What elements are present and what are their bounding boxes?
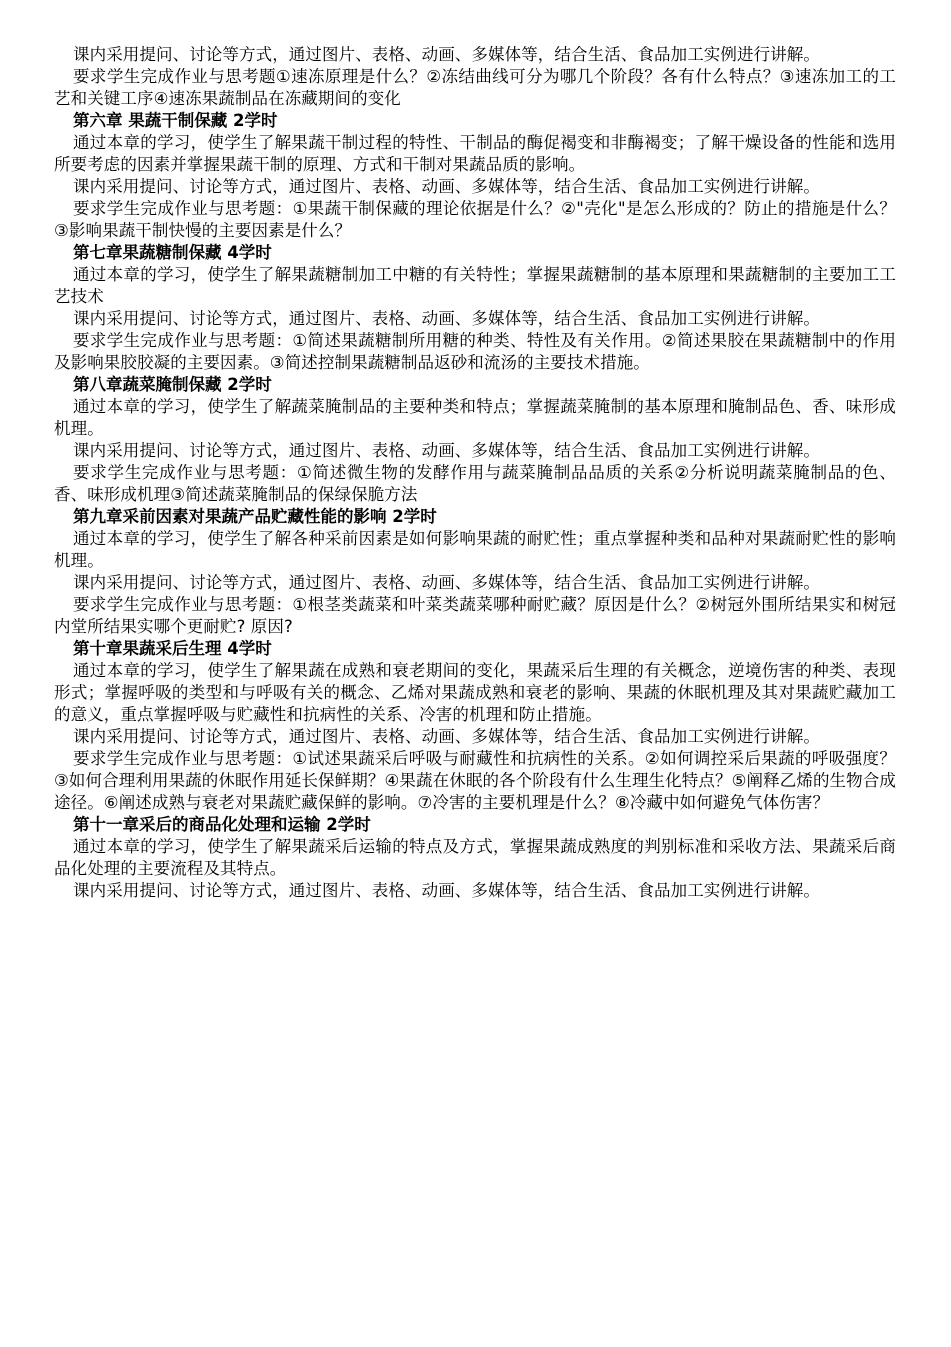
chapter-heading: 第七章果蔬糖制保藏 4学时 <box>73 243 272 262</box>
paragraph: 通过本章的学习，使学生了解果蔬干制过程的特性、干制品的酶促褐变和非酶褐变；了解干燥设备的性能和选用所要考虑的因素并掌握果蔬干制的原理、方式和干制对果蔬品质的影响。 <box>54 133 896 174</box>
paragraph: 要求学生完成作业与思考题：①简述微生物的发酵作用与蔬菜腌制品品质的关系②分析说明蔬菜腌制品的色、香、味形成机理③简述蔬菜腌制品的保绿保脆方法 <box>54 463 896 504</box>
paragraph: 课内采用提问、讨论等方式，通过图片、表格、动画、多媒体等，结合生活、食品加工实例进行讲解。 <box>73 881 820 900</box>
document-page <box>54 44 896 902</box>
chapter-heading: 第六章 果蔬干制保藏 2学时 <box>73 111 278 130</box>
chapter-heading: 第八章蔬菜腌制保藏 2学时 <box>73 375 272 394</box>
paragraph: 要求学生完成作业与思考题①速冻原理是什么？②冻结曲线可分为哪几个阶段？各有什么特点？③速冻加工的工艺和关键工序④速冻果蔬制品在冻藏期间的变化 <box>54 67 896 108</box>
paragraph: 通过本章的学习，使学生了解果蔬糖制加工中糖的有关特性；掌握果蔬糖制的基本原理和果蔬糖制的主要加工工艺技术 <box>54 265 896 306</box>
paragraph: 通过本章的学习，使学生了解果蔬采后运输的特点及方式，掌握果蔬成熟度的判别标准和采收方法、果蔬采后商品化处理的主要流程及其特点。 <box>54 837 896 878</box>
chapter-heading: 第九章采前因素对果蔬产品贮藏性能的影响 2学时 <box>73 507 437 526</box>
paragraph: 课内采用提问、讨论等方式，通过图片、表格、动画、多媒体等，结合生活、食品加工实例进行讲解。 <box>73 727 820 746</box>
chapter-heading: 第十章果蔬采后生理 4学时 <box>73 639 272 658</box>
paragraph: 课内采用提问、讨论等方式，通过图片、表格、动画、多媒体等，结合生活、食品加工实例进行讲解。 <box>73 441 820 460</box>
paragraph: 要求学生完成作业与思考题：①试述果蔬采后呼吸与耐藏性和抗病性的关系。②如何调控采后果蔬的呼吸强度？③如何合理利用果蔬的休眠作用延长保鲜期？④果蔬在休眠的各个阶段有什么生理生化特点？⑤阐释乙烯的生物合成途径。⑥阐述成熟与衰老对果蔬贮藏保鲜的影响。⑦冷害的主要机理是什么？⑧冷藏中如何避免气体伤害？ <box>54 749 896 812</box>
paragraph: 通过本章的学习，使学生了解各种采前因素是如何影响果蔬的耐贮性；重点掌握种类和品种对果蔬耐贮性的影响机理。 <box>54 529 896 570</box>
paragraph: 要求学生完成作业与思考题：①根茎类蔬菜和叶菜类蔬菜哪种耐贮藏？原因是什么？②树冠外围所结果实和树冠内堂所结果实哪个更耐贮? 原因? <box>54 595 896 636</box>
paragraph: 要求学生完成作业与思考题：①果蔬干制保藏的理论依据是什么？②"壳化"是怎么形成的？防止的措施是什么？③影响果蔬干制快慢的主要因素是什么？ <box>54 199 896 240</box>
paragraph: 通过本章的学习，使学生了解果蔬在成熟和衰老期间的变化，果蔬采后生理的有关概念，逆境伤害的种类、表现形式；掌握呼吸的类型和与呼吸有关的概念、乙烯对果蔬成熟和衰老的影响、果蔬的休眠机理及其对果蔬贮藏加工的意义，重点掌握呼吸与贮藏性和抗病性的关系、冷害的机理和防止措施。 <box>54 661 896 724</box>
paragraph: 课内采用提问、讨论等方式，通过图片、表格、动画、多媒体等，结合生活、食品加工实例进行讲解。 <box>73 309 820 328</box>
paragraph: 通过本章的学习，使学生了解蔬菜腌制品的主要种类和特点；掌握蔬菜腌制的基本原理和腌制品色、香、味形成机理。 <box>54 397 896 438</box>
chapter-heading: 第十一章采后的商品化处理和运输 2学时 <box>73 815 371 834</box>
paragraph: 课内采用提问、讨论等方式，通过图片、表格、动画、多媒体等，结合生活、食品加工实例进行讲解。 <box>73 45 820 64</box>
paragraph: 要求学生完成作业与思考题：①简述果蔬糖制所用糖的种类、特性及有关作用。②简述果胶在果蔬糖制中的作用及影响果胶胶凝的主要因素。③简述控制果蔬糖制品返砂和流汤的主要技术措施。 <box>54 331 896 372</box>
paragraph: 课内采用提问、讨论等方式，通过图片、表格、动画、多媒体等，结合生活、食品加工实例进行讲解。 <box>73 573 820 592</box>
paragraph: 课内采用提问、讨论等方式，通过图片、表格、动画、多媒体等，结合生活、食品加工实例进行讲解。 <box>73 177 820 196</box>
